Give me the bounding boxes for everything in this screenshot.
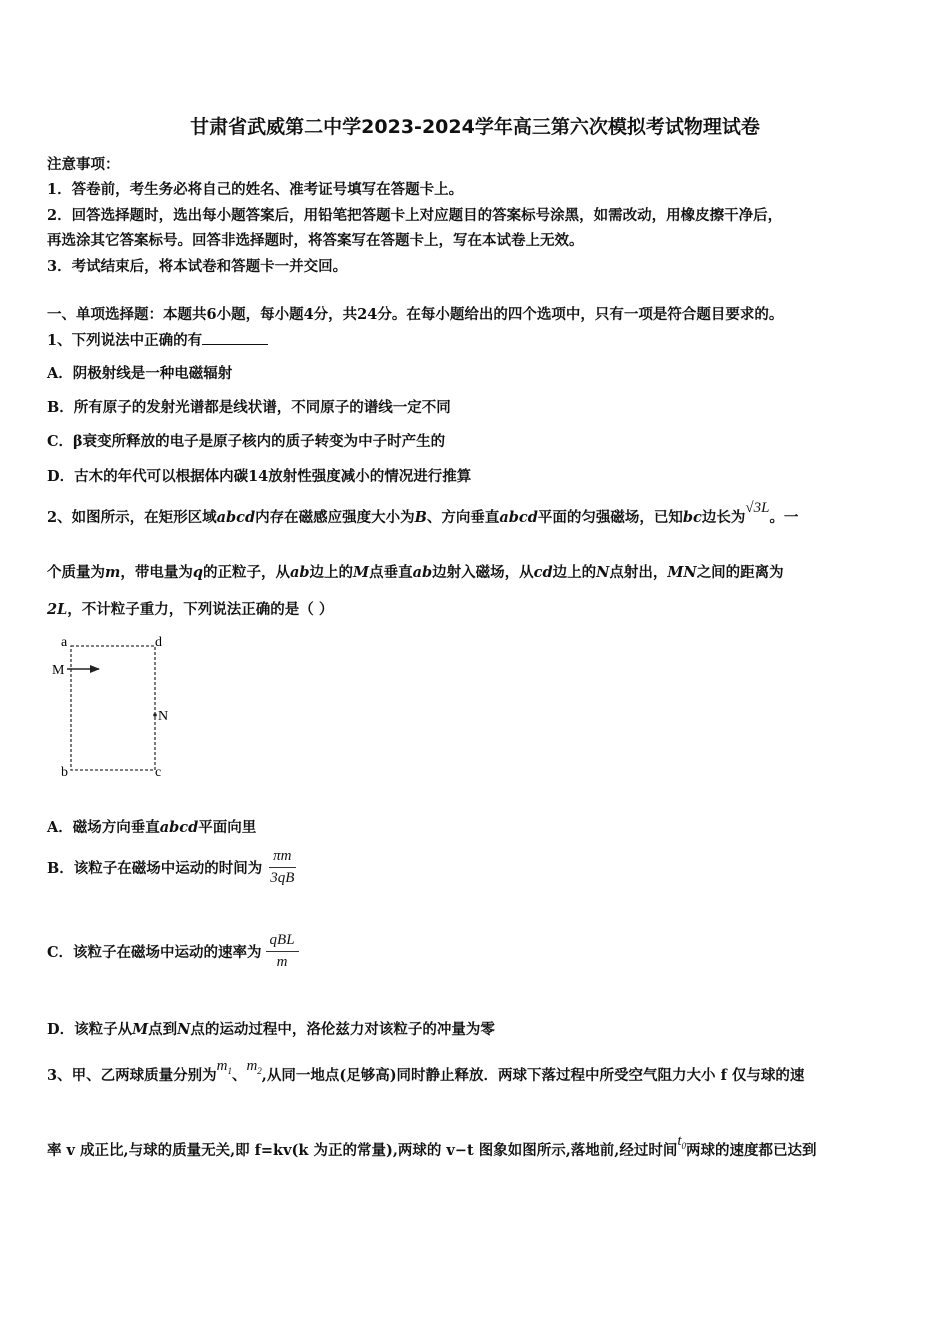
time-t0: $t_0$ xyxy=(677,1133,687,1151)
notice-item-1: 1．答卷前，考生务必将自己的姓名、准考证号填写在答题卡上。 xyxy=(47,181,464,198)
velocity-arrow-head xyxy=(90,665,100,673)
q1-option-d: D．古木的年代可以根据体内碳14放射性强度减小的情况进行推算 xyxy=(47,468,472,485)
speed-fraction: $\frac{\text{qBL}}{m}$ xyxy=(266,932,299,971)
corner-label-c: c xyxy=(155,765,162,780)
point-label-n: N xyxy=(158,709,169,724)
q1-option-b: B．所有原子的发射光谱都是线状谱，不同原子的谱线一定不同 xyxy=(47,399,451,416)
question-3-line-1: 3、甲、乙两球质量分别为$m_1$、$m_2$,从同一地点(足够高)同时静止释放．两球下落过程中所受空气阻力大小 f 仅与球的速 xyxy=(47,1058,805,1084)
page-title: 甘肃省武威第二中学2023-2024学年高三第六次模拟考试物理试卷 xyxy=(190,116,760,138)
notice-item-2: 2．回答选择题时，选出每小题答案后，用铅笔把答题卡上对应题目的答案标号涂黑，如需改动，用橡皮擦干净后， xyxy=(47,207,783,224)
q2-option-a: A．磁场方向垂直abcd平面向里 xyxy=(47,819,257,836)
question-2-line-2: 个质量为m，带电量为q的正粒子，从ab边上的M点垂直ab边射入磁场，从cd边上的N点射出，MN之间的距离为 xyxy=(47,564,784,581)
corner-label-a: a xyxy=(61,635,68,650)
field-region-rect xyxy=(71,646,155,770)
point-label-m: M xyxy=(52,663,65,678)
mass-m1: $m_1$ xyxy=(216,1058,232,1076)
answer-blank xyxy=(202,332,268,345)
mass-m2: $m_2$ xyxy=(246,1058,262,1076)
question-3-line-2: 率 v 成正比,与球的质量无关,即 f=kv(k 为正的常量),两球的 v−t 图象如图所示,落地前,经过时间$t_0$两球的速度都已达到 xyxy=(47,1133,817,1159)
q2-option-c: C．该粒子在磁场中运动的速率为 $\frac{\text{qBL}}{m}$ xyxy=(47,932,299,971)
question-1-stem: 1、下列说法中正确的有 xyxy=(47,329,268,350)
question-2-line-3: 2L，不计粒子重力，下列说法正确的是（ ） xyxy=(47,601,334,618)
q1-option-c: C．β衰变所释放的电子是原子核内的质子转变为中子时产生的 xyxy=(47,433,446,450)
q1-option-a: A．阴极射线是一种电磁辐射 xyxy=(47,365,233,382)
notice-heading: 注意事项： xyxy=(47,156,120,173)
time-fraction: $\frac{\pi m}{3qB}$ xyxy=(270,848,295,886)
corner-label-d: d xyxy=(155,635,162,650)
section-heading: 一、单项选择题：本题共6小题，每小题4分，共24分。在每小题给出的四个选项中，只有一项是符合题目要求的。 xyxy=(47,306,784,323)
notice-item-2-cont: 再选涂其它答案标号。回答非选择题时，将答案写在答题卡上，写在本试卷上无效。 xyxy=(47,232,584,249)
magnetic-field-figure xyxy=(44,628,184,784)
q2-option-d: D．该粒子从M点到N点的运动过程中，洛伦兹力对该粒子的冲量为零 xyxy=(47,1021,495,1038)
exit-point-n xyxy=(153,713,157,717)
sqrt3l-formula: √3L xyxy=(745,500,770,516)
question-2-line-1: 2、如图所示，在矩形区域abcd内存在磁感应强度大小为B、方向垂直abcd平面的匀强磁场，已知bc边长为√3L。一 xyxy=(47,500,799,526)
q2-option-b: B．该粒子在磁场中运动的时间为 $\frac{\pi m}{3qB}$ xyxy=(47,848,298,887)
notice-item-3: 3．考试结束后，将本试卷和答题卡一并交回。 xyxy=(47,258,348,275)
corner-label-b: b xyxy=(61,765,68,780)
